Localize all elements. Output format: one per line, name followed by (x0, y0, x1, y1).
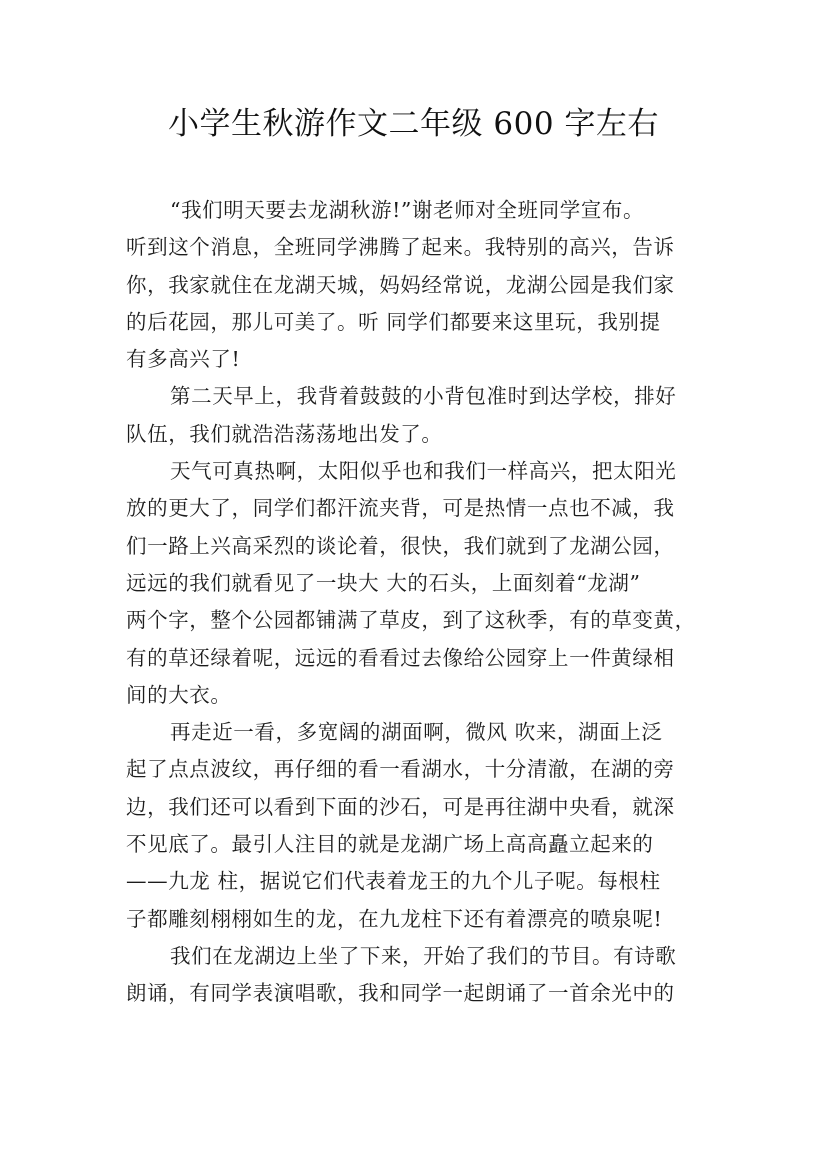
text-line: 听到这个消息，全班同学沸腾了起来。我特别的高兴，告诉 (126, 235, 675, 260)
text-line: 队伍，我们就浩浩荡荡地出发了。 (126, 421, 443, 446)
document-title: 小学生秋游作文二年级 600 字左右 (168, 106, 659, 142)
text-line: ——九龙 柱，据说它们代表着龙王的九个儿子呢。每根柱 (126, 869, 661, 894)
text-line: 边，我们还可以看到下面的沙石，可是再往湖中央看，就深 (126, 794, 675, 819)
document-body (126, 192, 706, 1013)
text-line: 朗诵，有同学表演唱歌，我和同学一起朗诵了一首余光中的 (126, 981, 675, 1006)
text-line: 起了点点波纹，再仔细的看一看湖水，十分清澈，在湖的旁 (126, 757, 675, 782)
text-line: 放的更大了，同学们都汗流夹背，可是热情一点也不减，我 (126, 496, 675, 521)
text-line: 两个字，整个公园都铺满了草皮，到了这秋季，有的草变黄， (126, 608, 696, 633)
text-line: “我们明天要去龙湖秋游!”谢老师对全班同学宣布。 (170, 198, 645, 222)
text-line: 有的草还绿着呢，远远的看看过去像给公园穿上一件黄绿相 (126, 645, 675, 670)
text-line: 第二天早上，我背着鼓鼓的小背包准时到达学校，排好 (170, 384, 677, 409)
text-line: 远远的我们就看见了一块大 大的石头，上面刻着“龙湖” (126, 570, 641, 595)
text-line: 不见底了。最引人注目的就是龙湖广场上高高矗立起来的 (126, 832, 654, 857)
text-line: 的后花园，那儿可美了。听 同学们都要来这里玩，我别提 (126, 309, 661, 334)
text-line: 们一路上兴高采烈的谈论着，很快，我们就到了龙湖公园， (126, 533, 675, 558)
text-line: 你，我家就住在龙湖天城，妈妈经常说，龙湖公园是我们家 (126, 272, 675, 297)
text-line: 我们在龙湖边上坐了下来，开始了我们的节目。有诗歌 (170, 943, 677, 968)
text-line: 有多高兴了! (126, 347, 241, 372)
text-line: 间的大衣。 (126, 682, 232, 707)
text-line: 天气可真热啊，太阳似乎也和我们一样高兴，把太阳光 (170, 459, 677, 484)
text-line: 再走近一看，多宽阔的湖面啊，微风 吹来，湖面上泛 (170, 720, 663, 745)
text-line: 子都雕刻栩栩如生的龙，在九龙柱下还有着漂亮的喷泉呢! (126, 906, 663, 931)
